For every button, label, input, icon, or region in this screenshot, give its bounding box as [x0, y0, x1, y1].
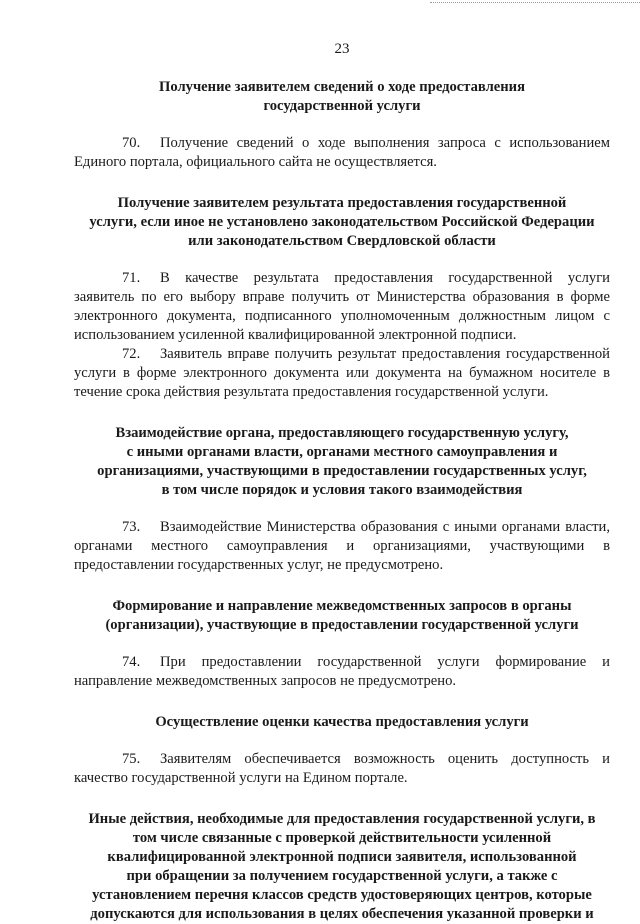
paragraph-number: 72.	[122, 346, 141, 362]
paragraph-75	[74, 750, 610, 788]
paragraph-73	[74, 518, 610, 575]
heading-line: услуги, если иное не установлено законодательством Российской Федерации	[89, 214, 595, 230]
document-page	[74, 40, 610, 924]
heading-line: с иными органами власти, органами местного самоуправления и	[126, 444, 558, 460]
section-heading-service-result	[74, 194, 610, 251]
section-heading-other-actions	[74, 810, 610, 924]
paragraph-74	[74, 653, 610, 691]
section-heading-quality-assessment	[74, 713, 610, 732]
paragraph-number: 75.	[122, 751, 141, 767]
heading-line: Иные действия, необходимые для предоставления государственной услуги, в	[88, 811, 596, 827]
paragraph-72	[74, 345, 610, 402]
heading-line: Осуществление оценки качества предоставления услуги	[155, 714, 529, 730]
page-number: 23	[334, 41, 350, 57]
heading-line: установлением перечня классов средств удостоверяющих центров, которые	[92, 887, 592, 903]
heading-line: (организации), участвующие в предоставлении государственной услуги	[105, 617, 579, 633]
paragraph-number: 71.	[122, 270, 141, 286]
heading-line: государственной услуги	[263, 98, 421, 114]
section-heading-interaction	[74, 424, 610, 500]
section-heading-progress-info	[74, 78, 610, 116]
heading-line: Получение заявителем сведений о ходе предоставления	[159, 79, 525, 95]
heading-line: в том числе порядок и условия такого взаимодействия	[161, 482, 523, 498]
heading-line: или законодательством Свердловской области	[188, 233, 496, 249]
paragraph-text: Заявитель вправе получить результат предоставления государственной услуги в форме электронного документа или документа на бумажном носителе в течение срока действия результата предоставления государственной услуги.	[74, 346, 610, 400]
page-top-edge-line	[430, 2, 640, 3]
paragraph-70	[74, 134, 610, 172]
paragraph-text: При предоставлении государственной услуги формирование и направление межведомственных запросов не предусмотрено.	[74, 654, 610, 689]
paragraph-number: 73.	[122, 519, 141, 535]
paragraph-text: Заявителям обеспечивается возможность оценить доступность и качество государственной услуги на Едином портале.	[74, 751, 610, 786]
heading-line: организациями, участвующими в предоставлении государственных услуг,	[97, 463, 587, 479]
heading-line: том числе связанные с проверкой действительности усиленной	[132, 830, 552, 846]
heading-line: допускаются для использования в целях обеспечения указанной проверки и	[90, 906, 594, 922]
paragraph-71	[74, 269, 610, 345]
paragraph-number: 70.	[122, 135, 141, 151]
section-heading-interagency-requests	[74, 597, 610, 635]
heading-line: при обращении за получением государственной услуги, а также с	[126, 868, 558, 884]
heading-line: Получение заявителем результата предоставления государственной	[117, 195, 567, 211]
paragraph-text: Взаимодействие Министерства образования с иными органами власти, органами местного самоуправления и организациями, участвующими в предоставлении государственных услуг, не предусмотрено.	[74, 519, 610, 573]
heading-line: Взаимодействие органа, предоставляющего государственную услугу,	[115, 425, 569, 441]
paragraph-text: Получение сведений о ходе выполнения запроса с использованием Единого портала, официального сайта не осуществляется.	[74, 135, 610, 170]
paragraph-number: 74.	[122, 654, 141, 670]
paragraph-text: В качестве результата предоставления государственной услуги заявитель по его выбору вправе получить от Министерства образования в форме электронного документа, подписанного уполномоченным должностным лицом с использованием усиленной квалифицированной электронной подписи.	[74, 270, 610, 343]
heading-line: квалифицированной электронной подписи заявителя, использованной	[107, 849, 577, 865]
heading-line: Формирование и направление межведомственных запросов в органы	[112, 598, 572, 614]
